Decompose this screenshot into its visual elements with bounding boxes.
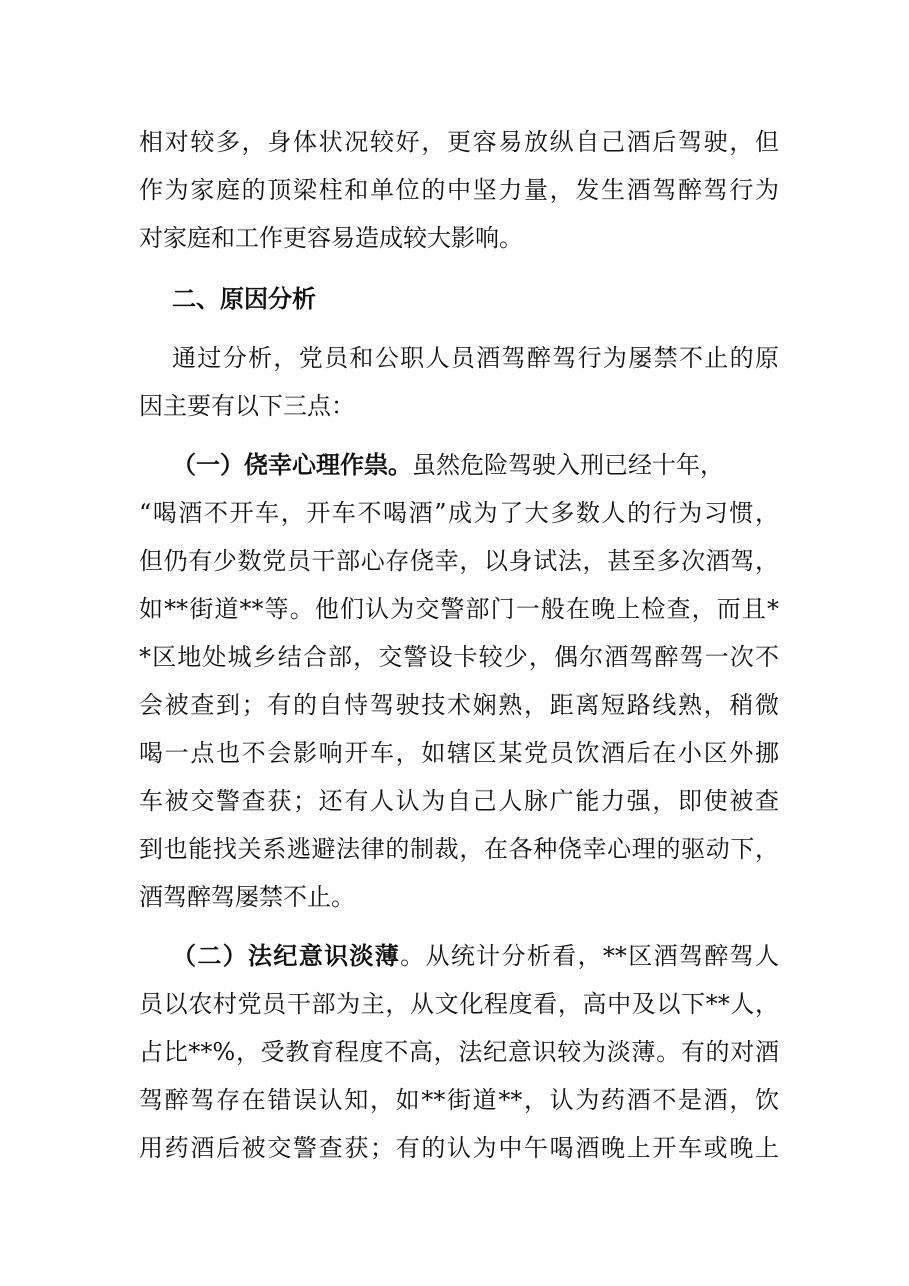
point-text: 。从统计分析看，**区酒驾醉驾人 xyxy=(400,942,780,970)
paragraph-line: 占比**%，受教育程度不高，法纪意识较为淡薄。有的对酒 xyxy=(139,1038,779,1066)
paragraph-line: 对家庭和工作更容易造成较大影响。 xyxy=(139,224,523,252)
paragraph-line: 员以农村党员干部为主，从文化程度看，高中及以下**人， xyxy=(139,990,779,1018)
paragraph-line: 驾醉驾存在错误认知，如**街道**，认为药酒不是酒，饮 xyxy=(139,1086,779,1114)
paragraph-line: 相对较多，身体状况较好，更容易放纵自己酒后驾驶，但 xyxy=(139,128,779,156)
paragraph-line: 用药酒后被交警查获；有的认为中午喝酒晚上开车或晚上 xyxy=(139,1134,779,1162)
paragraph-line: 但仍有少数党员干部心存侥幸，以身试法，甚至多次酒驾， xyxy=(139,547,779,575)
paragraph-line: 因主要有以下三点： xyxy=(139,392,355,420)
paragraph-line: 到也能找关系逃避法律的制裁，在各种侥幸心理的驱动下， xyxy=(139,835,779,863)
point-title: （二）法纪意识淡薄 xyxy=(172,942,401,970)
paragraph-line: 车被交警查获；还有人认为自己人脉广能力强，即使被查 xyxy=(139,787,779,815)
paragraph-line: 会被查到；有的自恃驾驶技术娴熟，距离短路线熟，稍微 xyxy=(139,691,779,719)
point-text: 虽然危险驾驶入刑已经十年， xyxy=(412,451,724,479)
section-heading: 二、原因分析 xyxy=(172,285,316,313)
paragraph-line: “喝酒不开车，开车不喝酒”成为了大多数人的行为习惯， xyxy=(139,499,779,527)
paragraph-first-line xyxy=(172,445,779,485)
point-title: （一）侥幸心理作祟。 xyxy=(172,451,412,479)
paragraph-line: 喝一点也不会影响开车，如辖区某党员饮酒后在小区外挪 xyxy=(139,739,779,767)
paragraph-line: 通过分析，党员和公职人员酒驾醉驾行为屡禁不止的原 xyxy=(172,344,779,372)
paragraph-line: *区地处城乡结合部，交警设卡较少，偶尔酒驾醉驾一次不 xyxy=(139,643,779,671)
paragraph-line: 如**街道**等。他们认为交警部门一般在晚上检查，而且* xyxy=(139,595,779,623)
paragraph-line: 酒驾醉驾屡禁不止。 xyxy=(139,883,355,911)
paragraph-line: 作为家庭的顶梁柱和单位的中坚力量，发生酒驾醉驾行为 xyxy=(139,176,779,204)
paragraph-first-line xyxy=(172,936,779,976)
